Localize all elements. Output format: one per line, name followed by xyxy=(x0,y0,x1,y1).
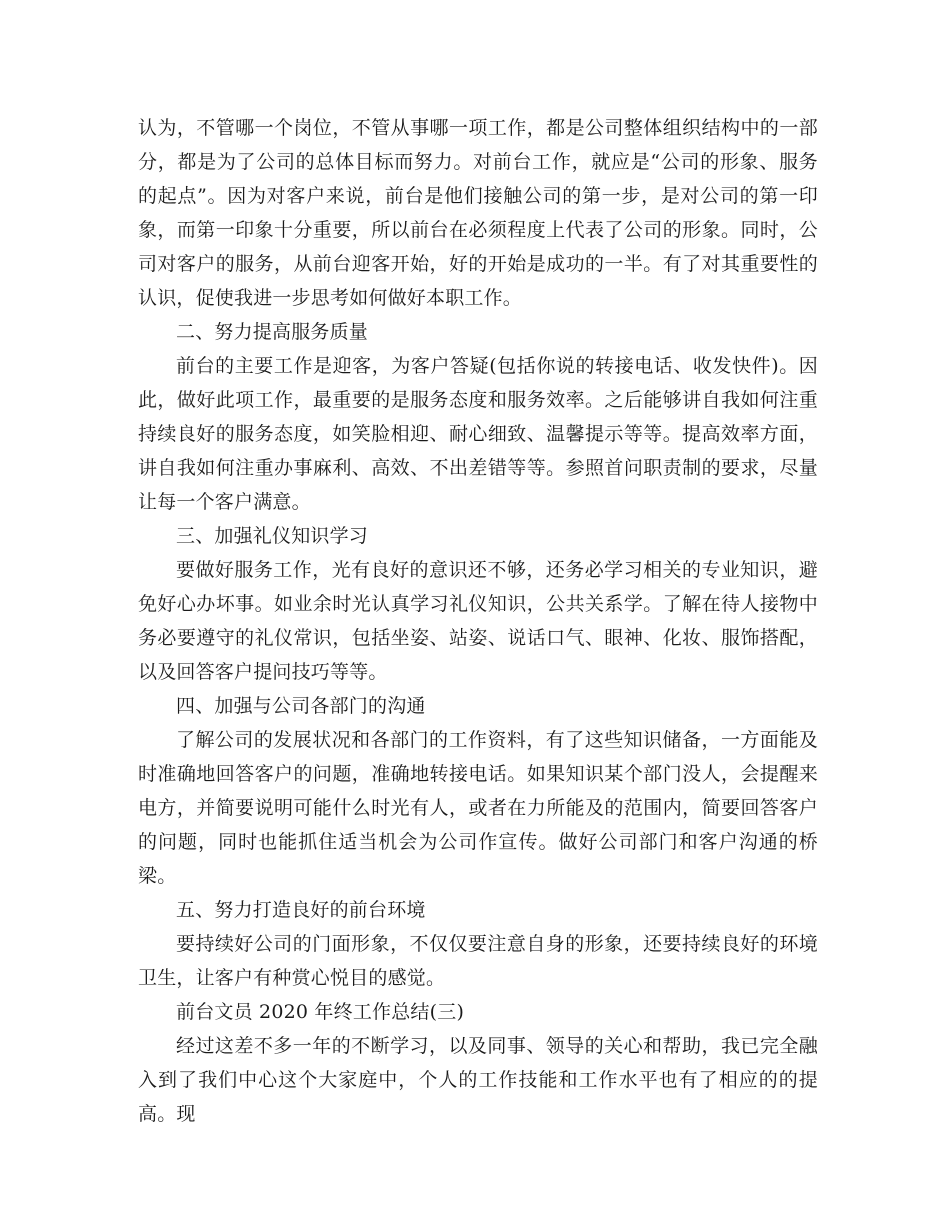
paragraph-communication: 了解公司的发展状况和各部门的工作资料，有了这些知识储备，一方面能及时准确地回答客户的问题，准确地转接电话。如果知识某个部门没人，会提醒来电方，并简要说明可能什么时光有人，或者在力所能及的范围内，简要回答客户的问题，同时也能抓住适当机会为公司作宣传。做好公司部门和客户沟通的桥梁。 xyxy=(138,729,818,887)
heading-communication: 四、加强与公司各部门的沟通 xyxy=(176,695,426,717)
paragraph-summary-3: 经过这差不多一年的不断学习，以及同事、领导的关心和帮助，我已完全融入到了我们中心这个大家庭中，个人的工作技能和工作水平也有了相应的的提高。现 xyxy=(138,1035,818,1125)
paragraph-etiquette: 要做好服务工作，光有良好的意识还不够，还务必学习相关的专业知识，避免好心办坏事。如业余时光认真学习礼仪知识，公共关系学。了解在待人接物中务必要遵守的礼仪常识，包括坐姿、站姿、说话口气、眼神、化妆、服饰搭配，以及回答客户提问技巧等等。 xyxy=(138,559,818,683)
section-title-summary-3: 前台文员 2020 年终工作总结(三) xyxy=(176,1001,465,1023)
paragraph-service-quality: 前台的主要工作是迎客，为客户答疑(包括你说的转接电话、收发快件)。因此，做好此项工作，最重要的是服务态度和服务效率。之后能够讲自我如何注重持续良好的服务态度，如笑脸相迎、耐心细致、温馨提示等等。提高效率方面，讲自我如何注重办事麻利、高效、不出差错等等。参照首问职责制的要求，尽量让每一个客户满意。 xyxy=(138,355,818,513)
paragraph-intro: 认为，不管哪一个岗位，不管从事哪一项工作，都是公司整体组织结构中的一部分，都是为了公司的总体目标而努力。对前台工作，就应是“公司的形象、服务的起点”。因为对客户来说，前台是他们接触公司的第一步，是对公司的第一印象，而第一印象十分重要，所以前台在必须程度上代表了公司的形象。同时，公司对客户的服务，从前台迎客开始，好的开始是成功的一半。有了对其重要性的认识，促使我进一步思考如何做好本职工作。 xyxy=(138,117,818,309)
heading-environment: 五、努力打造良好的前台环境 xyxy=(176,899,426,921)
document-body xyxy=(138,111,818,1131)
paragraph-environment: 要持续好公司的门面形象，不仅仅要注意自身的形象，还要持续良好的环境卫生，让客户有种赏心悦目的感觉。 xyxy=(138,933,818,989)
heading-service-quality: 二、努力提高服务质量 xyxy=(176,321,369,343)
heading-etiquette: 三、加强礼仪知识学习 xyxy=(176,525,369,547)
